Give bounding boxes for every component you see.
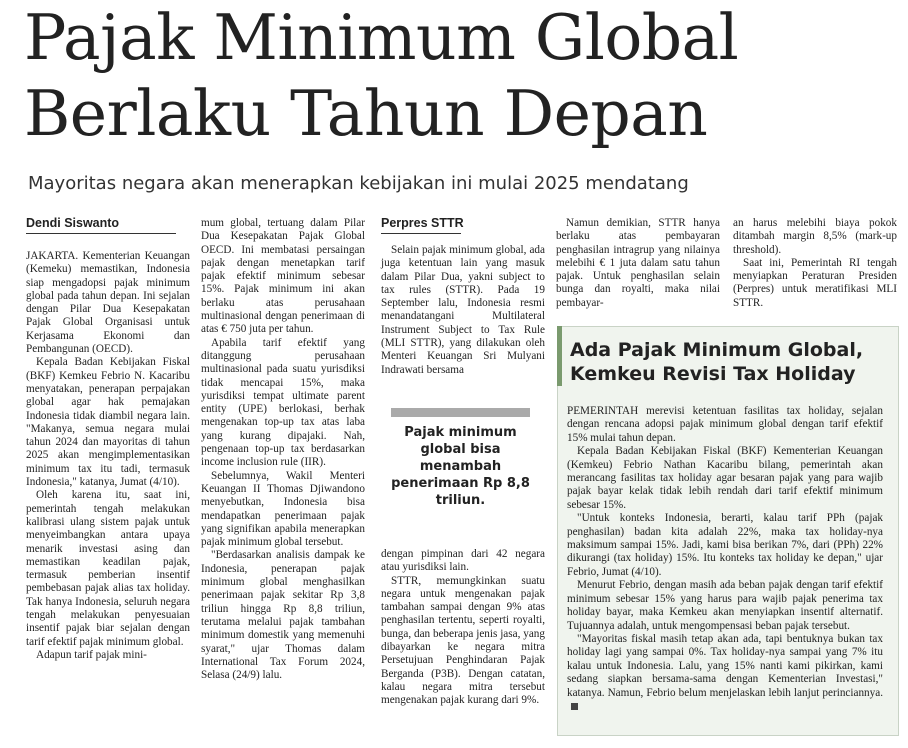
paragraph: Selain pajak minimum global, ada juga ketentuan lain yang masuk dalam Pilar Dua, yakni subject to tax rules (STTR). Pada 19 September lalu, Indonesia resmi menandatangani Multilateral Instrument Subject to Tax Rule (MLI STTR), yang dilakukan oleh Menteri Keuangan Sri Mulyani Indrawati bersama — [381, 244, 545, 376]
sidebar-accent — [557, 326, 562, 386]
paragraph: dengan pimpinan dari 42 negara atau yurisdiksi lain. — [381, 548, 545, 574]
byline-rule — [26, 233, 176, 234]
sidebar-title: Ada Pajak Minimum Global, Kemkeu Revisi Tax Holiday — [570, 339, 864, 385]
article-column-3-top — [381, 244, 545, 377]
paragraph — [567, 633, 883, 713]
byline: Dendi Siswanto — [26, 216, 120, 230]
paragraph-text: "Mayoritas fiskal masih tetap akan ada, tapi bentuknya bukan tax holiday lagi yang sampai 0%. Tax holiday-nya sampai yang 7% itu kalau untuk Indonesia. Lalu, yang 15% nanti kami pikirkan, kami sedang siapkan bersama-sama dengan Kementerian Investasi," katanya. Namun, Febrio belum menjelaskan lebih lanjut perinciannya. — [567, 632, 883, 699]
article-column-5 — [733, 217, 897, 310]
paragraph: Oleh karena itu, saat ini, pemerintah tengah melakukan kalibrasi ulang sistem pajak untuk menyeimbangkan antara upaya menarik investasi asing dan memastikan keadilan pajak, termasuk pemberian insentif pembebasan pajak alias tax holiday. Tak hanya Indonesia, seluruh negara tengah melakukan penyesuaian insentif pajak biar sejalan dengan tarif efektif pajak minimum global. — [26, 489, 190, 648]
paragraph: Saat ini, Pemerintah RI tengah menyiapkan Peraturan Presiden (Perpres) untuk meratifikasi MLI STTR. — [733, 256, 897, 309]
paragraph: "Berdasarkan analisis dampak ke Indonesia, penerapan pajak minimum global menghasilkan penerimaan pajak sekitar Rp 3,8 triliun hingga Rp 8,8 triliun, terutama melalui pajak tambahan minimum domestik yang memenuhi syarat," ujar Thomas dalam International Tax Forum 2024, Selasa (24/9) lalu. — [201, 549, 365, 682]
section-heading-rule — [381, 233, 461, 234]
sidebar-body — [567, 405, 883, 713]
end-mark-icon — [571, 703, 578, 710]
paragraph: PEMERINTAH merevisi ketentuan fasilitas tax holiday, sejalan dengan rencana adopsi pajak minimum global dengan tarif efektif 15% mulai tahun depan. — [567, 405, 883, 444]
pull-quote: Pajak minimum global bisa menambah penerimaan Rp 8,8 triliun. — [391, 425, 530, 508]
paragraph: Kepala Badan Kebijakan Fiskal (BKF) Kementerian Keuangan (Kemkeu) Febrio Nathan Kacaribu bilang, pemerintah akan merancang fasilitas tax holiday agar besaran pajak yang para wajib pajak bayar kelak tidak lebih rendah dari tarif efektif minimum sebesar 15%. — [567, 445, 883, 511]
paragraph: Apabila tarif efektif yang ditanggung perusahaan multinasional pada suatu yurisdiksi tidak mencapai 15%, maka yurisdiksi tempat ultimate parent entity (UPE) berlokasi, berhak mengenakan top-up tax atas laba yang kurang dipajaki. Nah, pengenaan top-up tax berdasarkan income inclusion rule (IIR). — [201, 336, 365, 469]
article-column-3-bottom — [381, 548, 545, 708]
pull-quote-bar — [391, 408, 530, 417]
headline-line-1: Pajak Minimum Global — [24, 1, 739, 74]
article-column-2 — [201, 217, 365, 682]
paragraph: Adapun tarif pajak mini- — [36, 648, 147, 661]
paragraph: Menurut Febrio, dengan masih ada beban pajak dengan tarif efektif minimum sebesar 15% yang harus para wajib pajak penerima tax holiday bayar, maka Kemkeu akan menyiapkan insentif alternatif. Tujuannya adalah, untuk mengompensasi beban pajak tersebut. — [567, 579, 883, 632]
paragraph: "Untuk konteks Indonesia, berarti, kalau tarif PPh (pajak penghasilan) badan kita adalah 22%, maka tax holiday-nya maksimum sampai 15%. Jadi, kami bisa berikan 7%, dari (PPh) 22% dikurangi (tax holiday) 15%. Itu konteks tax holiday ke depan," ujar Febrio, Jumat (4/10). — [567, 512, 883, 578]
paragraph: Kepala Badan Kebijakan Fiskal (BKF) Kemkeu Febrio N. Kacaribu menyatakan, penerapan perpajakan global agar hak pemajakan Indonesia tidak diambil negara lain. "Makanya, semua negara mulai tahun 2024 dan mayoritas di tahun 2025 akan mengimplementasikan minimum tax itu tadi, termasuk Indonesia," katanya, Jumat (4/10). — [26, 356, 190, 489]
article-column-1 — [26, 250, 190, 662]
article-column-4 — [556, 217, 720, 310]
paragraph: Sebelumnya, Wakil Menteri Keuangan II Thomas Djiwandono menyebutkan, Indonesia bisa mendapatkan penerimaan pajak yang signifikan apabila menerapkan pajak minimum global tersebut. — [201, 469, 365, 549]
paragraph: JAKARTA. Kementerian Keuangan (Kemeku) memastikan, Indonesia siap mengadopsi pajak minimum global pada tahun depan. Ini sejalan dengan Pilar Dua Kesepakatan Pajak Global Organisasi untuk Kerjasama Ekonomi dan Pembangunan (OECD). — [26, 250, 190, 356]
paragraph: STTR, memungkinkan suatu negara untuk mengenakan pajak tambahan sampai dengan 9% atas penghasilan tertentu, seperti royalti, bunga, dan beberapa jenis jasa, yang dibayarkan ke negara mitra Persetujuan Penghindaran Pajak Berganda (P3B). Dengan catatan, kalau negara mitra tersebut mengenakan pajak kurang dari 9%. — [381, 574, 545, 707]
paragraph: Namun demikian, STTR hanya berlaku atas pembayaran penghasilan intragrup yang nilainya melebihi € 1 juta dalam satu tahun pajak. Untuk penghasilan selain bunga dan royalti, maka nilai pembayar- — [556, 217, 720, 309]
section-heading-perpres: Perpres STTR — [381, 216, 464, 230]
subheadline: Mayoritas negara akan menerapkan kebijakan ini mulai 2025 mendatang — [28, 173, 689, 194]
headline — [24, 0, 884, 152]
headline-line-2: Berlaku Tahun Depan — [24, 77, 708, 150]
paragraph: an harus melebihi biaya pokok ditambah margin 8,5% (mark-up threshold). — [733, 217, 897, 256]
paragraph: mum global, tertuang dalam Pilar Dua Kesepakatan Pajak Global OECD. Ini membatasi persaingan pajak dengan menetapkan tarif pajak efektif minimum sebesar 15%. Pajak minimum ini akan berlaku atas perusahaan multinasional dengan penerimaan di atas € 750 juta per tahun. — [201, 217, 365, 336]
